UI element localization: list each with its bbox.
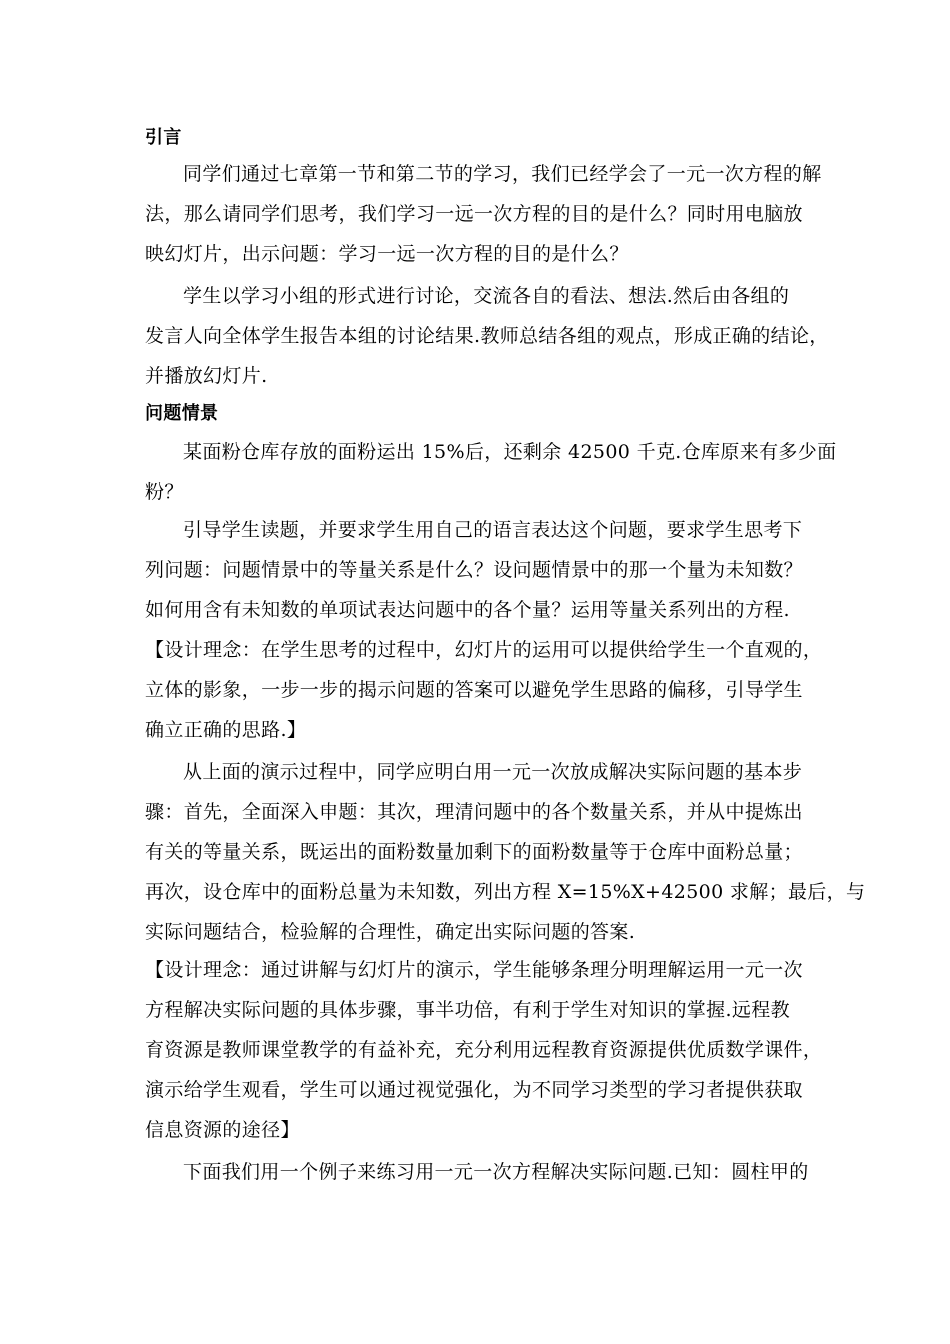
paragraph-line: 发言人向全体学生报告本组的讨论结果.教师总结各组的观点，形成正确的结论， [145, 325, 829, 347]
design-note-line: 【设计理念：通过讲解与幻灯片的演示，学生能够条理分明理解运用一元一次 [145, 959, 803, 981]
paragraph-line: 并播放幻灯片. [145, 365, 268, 387]
paragraph-line: 映幻灯片，出示问题：学习一远一次方程的目的是什么？ [145, 243, 629, 265]
paragraph-line: 法，那么请同学们思考，我们学习一远一次方程的目的是什么？同时用电脑放 [145, 203, 803, 225]
paragraph-line: 某面粉仓库存放的面粉运出 15%后，还剩余 42500 千克.仓库原来有多少面 [183, 441, 837, 463]
design-note-line: 演示给学生观看，学生可以通过视觉强化，为不同学习类型的学习者提供获取 [145, 1079, 803, 1101]
paragraph-line: 实际问题结合，检验解的合理性，确定出实际问题的答案. [145, 921, 636, 943]
paragraph-line: 有关的等量关系，既运出的面粉数量加剩下的面粉数量等于仓库中面粉总量； [145, 841, 803, 863]
design-note-line: 立体的影象，一步一步的揭示问题的答案可以避免学生思路的偏移，引导学生 [145, 679, 803, 701]
design-note-line: 育资源是教师课堂教学的有益补充，充分利用远程教育资源提供优质数学课件， [145, 1039, 823, 1061]
design-note-line: 【设计理念：在学生思考的过程中，幻灯片的运用可以提供给学生一个直观的， [145, 639, 823, 661]
paragraph-line: 骤：首先，全面深入申题：其次，理清问题中的各个数量关系，并从中提炼出 [145, 801, 803, 823]
section-heading-intro: 引言 [145, 127, 182, 148]
paragraph-line: 引导学生读题，并要求学生用自己的语言表达这个问题，要求学生思考下 [183, 519, 803, 541]
paragraph-line: 同学们通过七章第一节和第二节的学习，我们已经学会了一元一次方程的解 [183, 163, 822, 185]
design-note-line: 确立正确的思路.】 [145, 719, 307, 741]
paragraph-line: 下面我们用一个例子来练习用一元一次方程解决实际问题.已知：圆柱甲的 [183, 1161, 809, 1183]
paragraph-line: 再次，设仓库中的面粉总量为未知数，列出方程 X=15%X+42500 求解；最后，与 [145, 881, 866, 903]
design-note-line: 信息资源的途径】 [145, 1119, 300, 1141]
paragraph-line: 列问题：问题情景中的等量关系是什么？设问题情景中的那一个量为未知数？ [145, 559, 803, 581]
paragraph-line: 学生以学习小组的形式进行讨论，交流各自的看法、想法.然后由各组的 [183, 285, 790, 307]
section-heading-problem: 问题情景 [145, 403, 219, 424]
design-note-line: 方程解决实际问题的具体步骤，事半功倍，有利于学生对知识的掌握.远程教 [145, 999, 790, 1021]
paragraph-line: 粉？ [145, 481, 184, 503]
paragraph-line: 如何用含有未知数的单项试表达问题中的各个量？运用等量关系列出的方程. [145, 599, 790, 621]
paragraph-line: 从上面的演示过程中，同学应明白用一元一次放成解决实际问题的基本步 [183, 761, 803, 783]
